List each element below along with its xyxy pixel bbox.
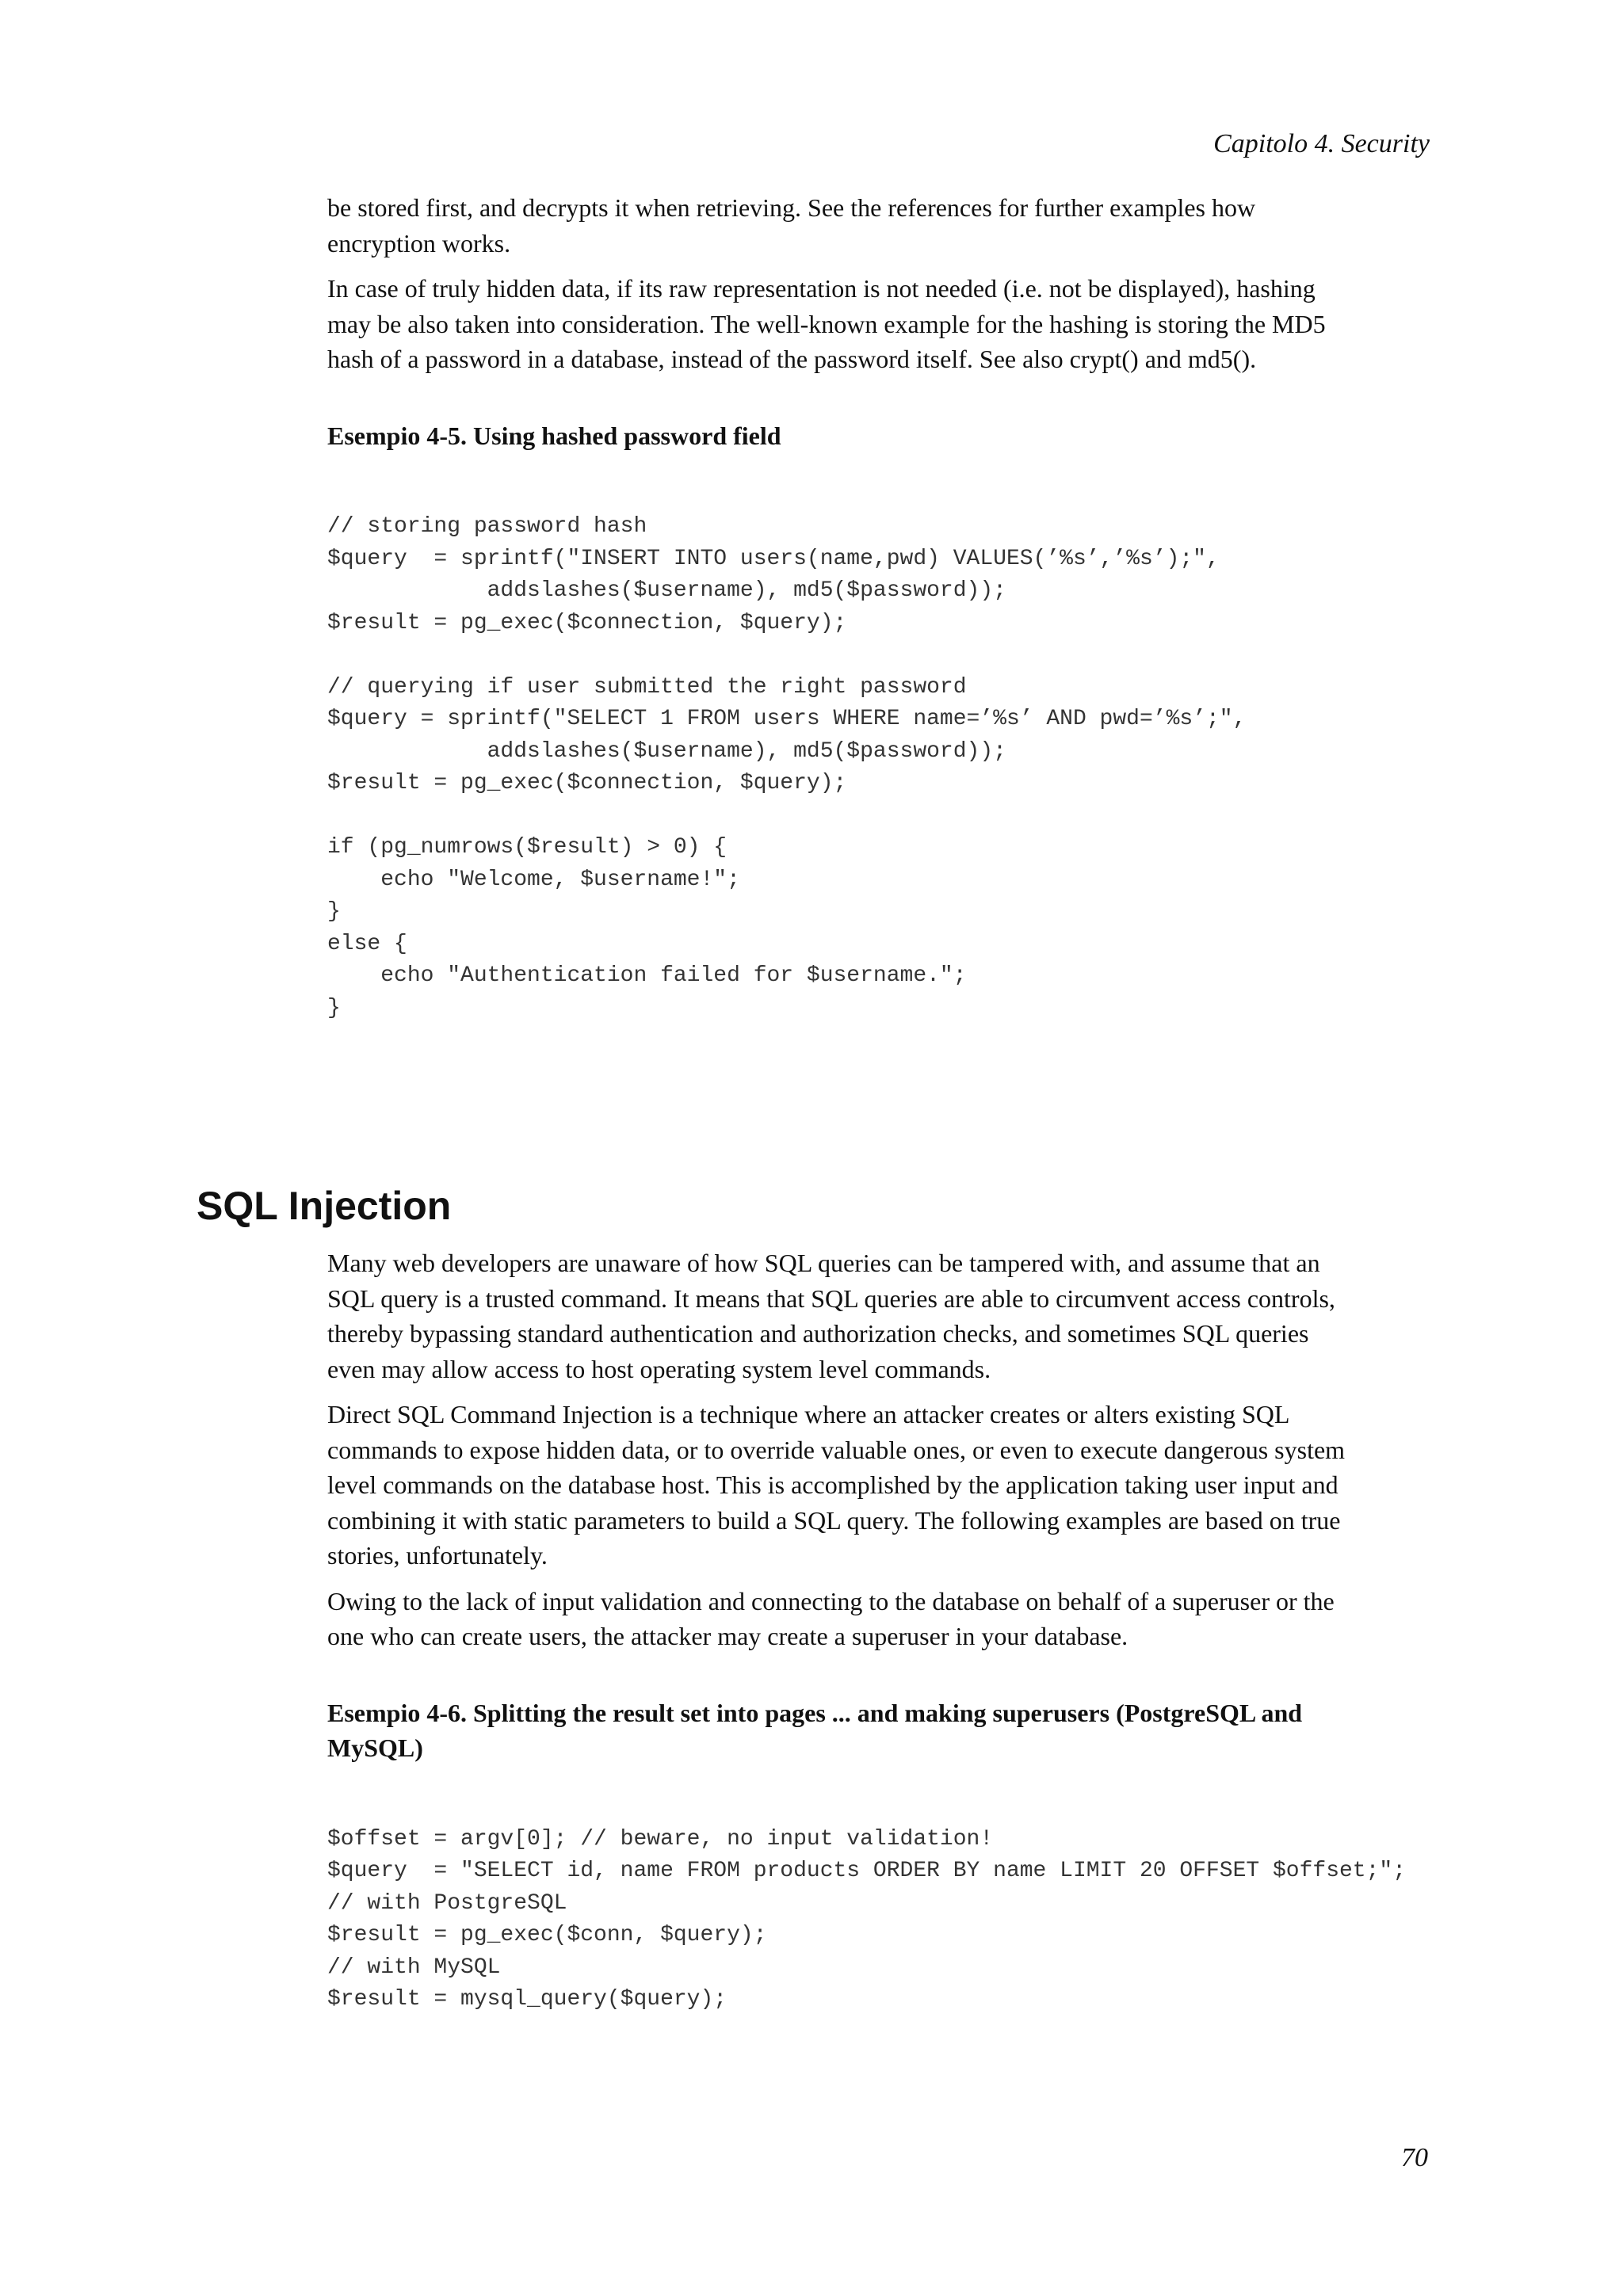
paragraph-encryption: be stored first, and decrypts it when retrieving. See the references for further examples how encryption works.: [327, 193, 1256, 257]
paragraph-superuser: Owing to the lack of input validation and connecting to the database on behalf of a superuser or the one who can create users, the attacker may create a superuser in your database.: [327, 1586, 1335, 1650]
example-title-4-6: Esempio 4-6. Splitting the result set into pages ... and making superusers (PostgreSQL and MySQL): [327, 1698, 1303, 1762]
paragraph-sql-intro: Many web developers are unaware of how SQL queries can be tampered with, and assume that an SQL query is a trusted command. It means that SQL queries are able to circumvent access controls, thereby bypassing standard authentication and authorization checks, and sometimes SQL queries even may allow access to host operating system level commands.: [327, 1249, 1335, 1383]
sql-section: [327, 1245, 1437, 2016]
code-block-4-5: // storing password hash $query = sprintf("INSERT INTO users(name,pwd) VALUES(’%s’,’%s’);", addslashes($username), md5($password)); $result = pg_exec($connection, $query); // querying if user submitted the right password $query = sprintf("SELECT 1 FROM users WHERE name=’%s’ AND pwd=’%s’;", addslashes($username), md5($password)); $result = pg_exec($connection, $query); if (pg_numrows($result) > 0) { echo "Welcome, $username!"; } else { echo "Authentication failed for $username."; }: [327, 514, 1247, 1020]
example-title-4-5: Esempio 4-5. Using hashed password field: [327, 421, 781, 450]
paragraph-sql-injection: Direct SQL Command Injection is a technique where an attacker creates or alters existing SQL commands to expose hidden data, or to override valuable ones, or even to execute dangerous system level commands on the database host. This is accomplished by the application taking user input and combining it with static parameters to build a SQL query. The following examples are based on true stories, unfortunately.: [327, 1400, 1346, 1569]
running-header: Capitolo 4. Security: [1213, 129, 1430, 158]
code-block-4-6: $offset = argv[0]; // beware, no input validation! $query = "SELECT id, name FROM products ORDER BY name LIMIT 20 OFFSET $offset;"; // with PostgreSQL $result = pg_exec($conn, $query); // with MySQL $result = mysql_query($query);: [327, 1826, 1407, 2012]
section-title: SQL Injection: [197, 1184, 452, 1228]
top-section: [327, 190, 1437, 1024]
paragraph-hashing: In case of truly hidden data, if its raw representation is not needed (i.e. not be displayed), hashing may be also taken into consideration. The well-known example for the hashing is storing the MD5 hash of a password in a database, instead of the password itself. See also crypt() and md5().: [327, 274, 1326, 373]
page-number: 70: [1401, 2143, 1428, 2172]
